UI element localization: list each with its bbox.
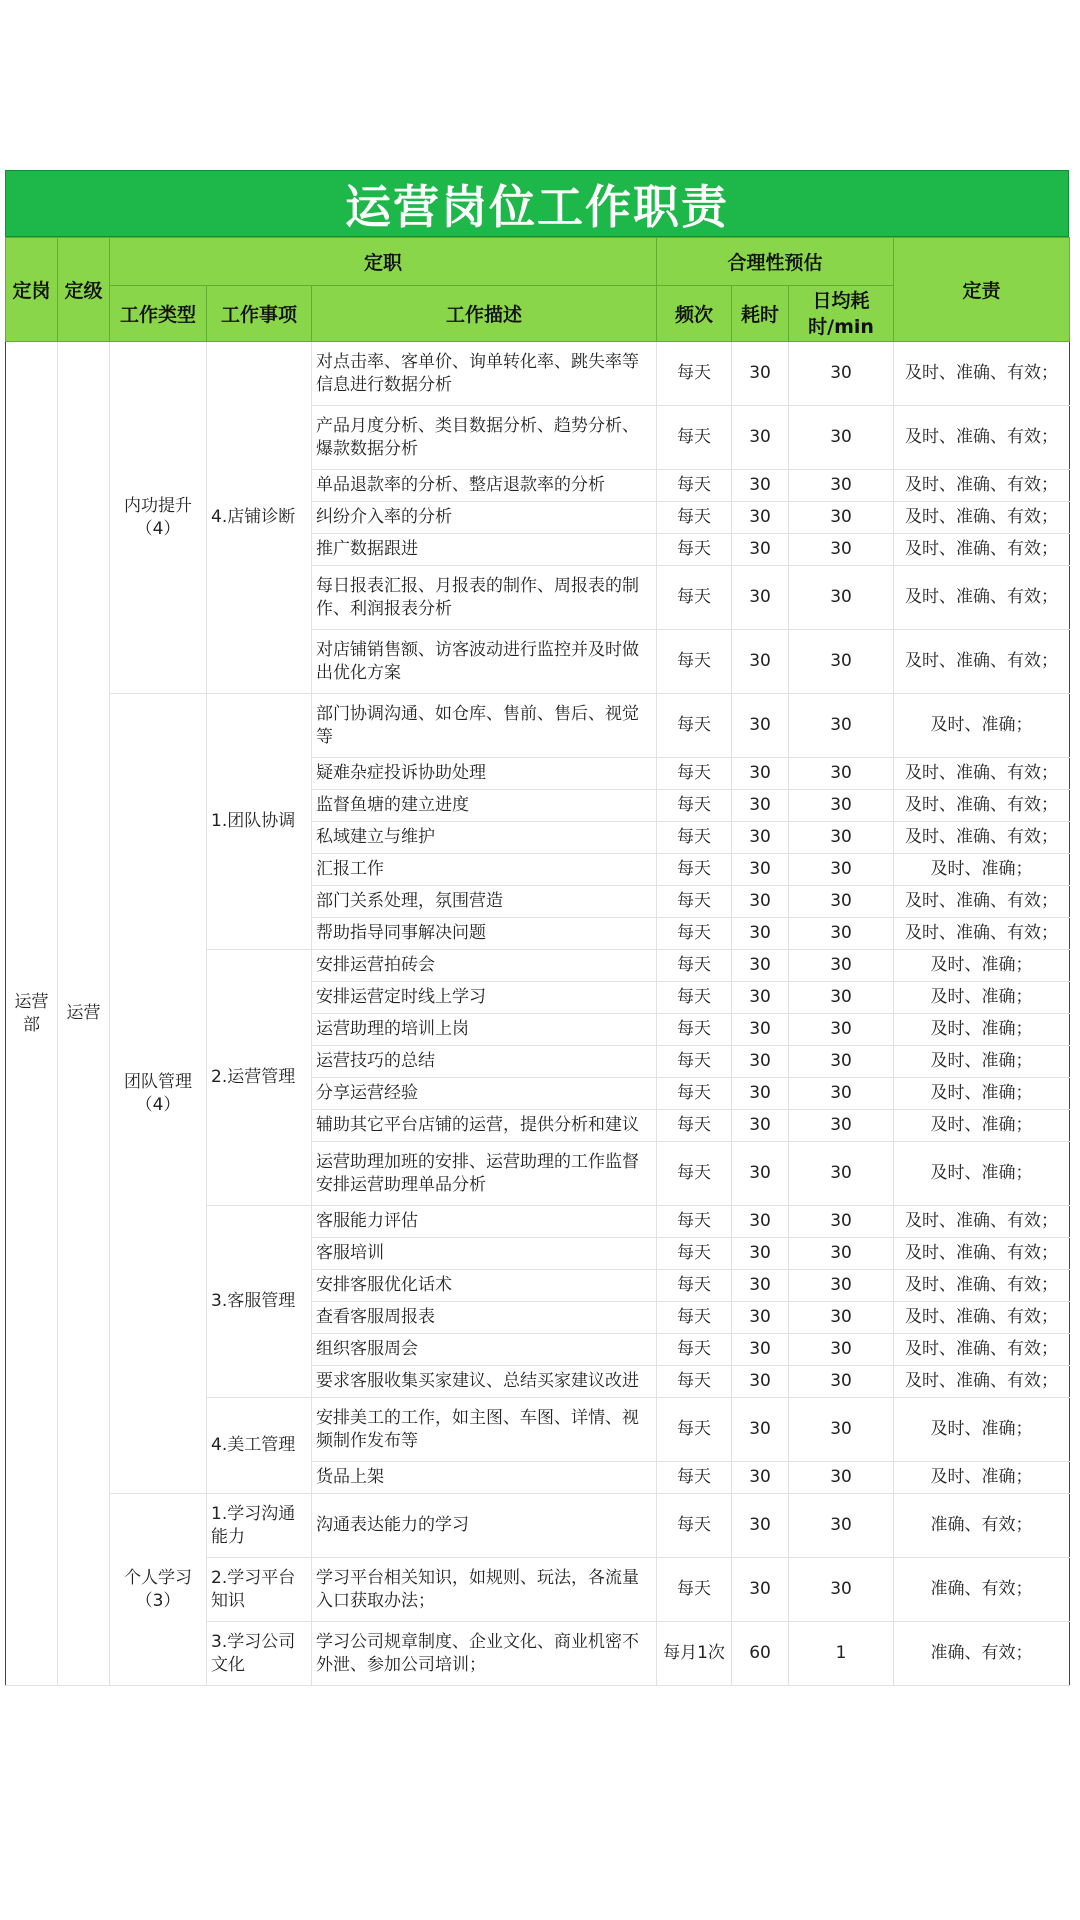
frequency-cell: 每天 <box>657 1110 732 1142</box>
daily-cost-cell: 30 <box>789 1046 894 1078</box>
work-desc-cell: 辅助其它平台店铺的运营，提供分析和建议 <box>312 1110 657 1142</box>
responsibility-cell: 及时、准确、有效； <box>894 406 1070 470</box>
daily-cost-cell: 30 <box>789 342 894 406</box>
responsibility-cell: 及时、准确； <box>894 1014 1070 1046</box>
daily-cost-cell: 30 <box>789 1142 894 1206</box>
time-cost-cell: 30 <box>732 502 789 534</box>
work-item-cell: 1.团队协调 <box>207 694 312 950</box>
work-desc-cell: 私域建立与维护 <box>312 822 657 854</box>
responsibility-cell: 及时、准确； <box>894 694 1070 758</box>
responsibility-cell: 及时、准确、有效； <box>894 790 1070 822</box>
responsibility-cell: 及时、准确； <box>894 1462 1070 1494</box>
daily-cost-cell: 30 <box>789 1334 894 1366</box>
time-cost-cell: 30 <box>732 694 789 758</box>
frequency-cell: 每天 <box>657 502 732 534</box>
responsibility-cell: 准确、有效； <box>894 1622 1070 1686</box>
time-cost-cell: 30 <box>732 918 789 950</box>
work-desc-cell: 每日报表汇报、月报表的制作、周报表的制作、利润报表分析 <box>312 566 657 630</box>
frequency-cell: 每天 <box>657 1142 732 1206</box>
frequency-cell: 每天 <box>657 982 732 1014</box>
time-cost-cell: 60 <box>732 1622 789 1686</box>
responsibility-cell: 及时、准确、有效； <box>894 502 1070 534</box>
table-body <box>6 342 1070 1686</box>
responsibility-cell: 及时、准确、有效； <box>894 470 1070 502</box>
work-desc-cell: 沟通表达能力的学习 <box>312 1494 657 1558</box>
frequency-cell: 每天 <box>657 406 732 470</box>
responsibility-cell: 及时、准确、有效； <box>894 630 1070 694</box>
work-desc-cell: 学习公司规章制度、企业文化、商业机密不外泄、参加公司培训； <box>312 1622 657 1686</box>
work-desc-cell: 疑难杂症投诉协助处理 <box>312 758 657 790</box>
work-desc-cell: 纠纷介入率的分析 <box>312 502 657 534</box>
time-cost-cell: 30 <box>732 982 789 1014</box>
frequency-cell: 每天 <box>657 822 732 854</box>
frequency-cell: 每天 <box>657 694 732 758</box>
responsibility-cell: 及时、准确、有效； <box>894 758 1070 790</box>
work-desc-cell: 查看客服周报表 <box>312 1302 657 1334</box>
time-cost-cell: 30 <box>732 1558 789 1622</box>
header-work-type: 工作类型 <box>110 286 207 342</box>
time-cost-cell: 30 <box>732 1366 789 1398</box>
work-desc-cell: 产品月度分析、类目数据分析、趋势分析、爆款数据分析 <box>312 406 657 470</box>
daily-cost-cell: 30 <box>789 1462 894 1494</box>
daily-cost-cell: 30 <box>789 758 894 790</box>
level-cell: 运营 <box>58 342 110 1686</box>
time-cost-cell: 30 <box>732 1238 789 1270</box>
frequency-cell: 每天 <box>657 1014 732 1046</box>
daily-cost-cell: 30 <box>789 406 894 470</box>
work-desc-cell: 运营助理加班的安排、运营助理的工作监督安排运营助理单品分析 <box>312 1142 657 1206</box>
daily-cost-cell: 30 <box>789 1366 894 1398</box>
time-cost-cell: 30 <box>732 1078 789 1110</box>
daily-cost-cell: 30 <box>789 1206 894 1238</box>
header-time-cost: 耗时 <box>732 286 789 342</box>
work-item-cell: 1.学习沟通能力 <box>207 1494 312 1558</box>
time-cost-cell: 30 <box>732 342 789 406</box>
frequency-cell: 每天 <box>657 886 732 918</box>
responsibility-cell: 及时、准确、有效； <box>894 1270 1070 1302</box>
time-cost-cell: 30 <box>732 1494 789 1558</box>
frequency-cell: 每天 <box>657 566 732 630</box>
frequency-cell: 每天 <box>657 630 732 694</box>
table-row <box>6 694 1070 758</box>
frequency-cell: 每天 <box>657 854 732 886</box>
duty-sheet <box>5 170 1069 1686</box>
header-work-item: 工作事项 <box>207 286 312 342</box>
responsibility-cell: 及时、准确、有效； <box>894 1366 1070 1398</box>
daily-cost-cell: 30 <box>789 1014 894 1046</box>
time-cost-cell: 30 <box>732 1014 789 1046</box>
daily-cost-cell: 30 <box>789 886 894 918</box>
responsibility-cell: 及时、准确、有效； <box>894 1334 1070 1366</box>
responsibility-cell: 及时、准确、有效； <box>894 534 1070 566</box>
sheet-title: 运营岗位工作职责 <box>345 179 729 234</box>
work-desc-cell: 对点击率、客单价、询单转化率、跳失率等信息进行数据分析 <box>312 342 657 406</box>
work-desc-cell: 安排美工的工作，如主图、车图、详情、视频制作发布等 <box>312 1398 657 1462</box>
frequency-cell: 每天 <box>657 1206 732 1238</box>
responsibility-cell: 及时、准确、有效； <box>894 1302 1070 1334</box>
frequency-cell: 每天 <box>657 1238 732 1270</box>
daily-cost-cell: 30 <box>789 1078 894 1110</box>
time-cost-cell: 30 <box>732 1206 789 1238</box>
time-cost-cell: 30 <box>732 1302 789 1334</box>
frequency-cell: 每天 <box>657 1462 732 1494</box>
work-item-cell: 3.客服管理 <box>207 1206 312 1398</box>
header-post: 定岗 <box>6 238 58 342</box>
responsibility-cell: 及时、准确； <box>894 1142 1070 1206</box>
responsibility-cell: 及时、准确； <box>894 1046 1070 1078</box>
work-type-cell: 个人学习 （3） <box>110 1494 207 1686</box>
frequency-cell: 每月1次 <box>657 1622 732 1686</box>
post-cell: 运营部 <box>6 342 58 1686</box>
duty-table <box>5 237 1070 1686</box>
responsibility-cell: 及时、准确、有效； <box>894 1238 1070 1270</box>
frequency-cell: 每天 <box>657 1558 732 1622</box>
work-item-cell: 2.学习平台知识 <box>207 1558 312 1622</box>
work-type-cell: 内功提升 （4） <box>110 342 207 694</box>
work-desc-cell: 推广数据跟进 <box>312 534 657 566</box>
daily-cost-cell: 30 <box>789 790 894 822</box>
time-cost-cell: 30 <box>732 1046 789 1078</box>
work-desc-cell: 部门关系处理，氛围营造 <box>312 886 657 918</box>
daily-cost-cell: 30 <box>789 918 894 950</box>
responsibility-cell: 及时、准确； <box>894 854 1070 886</box>
responsibility-cell: 准确、有效； <box>894 1494 1070 1558</box>
time-cost-cell: 30 <box>732 630 789 694</box>
frequency-cell: 每天 <box>657 1270 732 1302</box>
responsibility-cell: 及时、准确； <box>894 1110 1070 1142</box>
time-cost-cell: 30 <box>732 406 789 470</box>
time-cost-cell: 30 <box>732 854 789 886</box>
frequency-cell: 每天 <box>657 342 732 406</box>
daily-cost-cell: 30 <box>789 1110 894 1142</box>
time-cost-cell: 30 <box>732 1270 789 1302</box>
frequency-cell: 每天 <box>657 534 732 566</box>
work-desc-cell: 分享运营经验 <box>312 1078 657 1110</box>
work-desc-cell: 组织客服周会 <box>312 1334 657 1366</box>
responsibility-cell: 及时、准确； <box>894 1078 1070 1110</box>
responsibility-cell: 准确、有效； <box>894 1558 1070 1622</box>
header-responsibility: 定责 <box>894 238 1070 342</box>
title-bar <box>5 170 1069 237</box>
work-desc-cell: 运营技巧的总结 <box>312 1046 657 1078</box>
responsibility-cell: 及时、准确、有效； <box>894 566 1070 630</box>
work-desc-cell: 安排客服优化话术 <box>312 1270 657 1302</box>
time-cost-cell: 30 <box>732 950 789 982</box>
frequency-cell: 每天 <box>657 1366 732 1398</box>
daily-cost-cell: 30 <box>789 982 894 1014</box>
work-desc-cell: 客服能力评估 <box>312 1206 657 1238</box>
frequency-cell: 每天 <box>657 1078 732 1110</box>
table-row <box>6 1494 1070 1558</box>
work-desc-cell: 汇报工作 <box>312 854 657 886</box>
responsibility-cell: 及时、准确、有效； <box>894 822 1070 854</box>
daily-cost-cell: 1 <box>789 1622 894 1686</box>
work-desc-cell: 货品上架 <box>312 1462 657 1494</box>
frequency-cell: 每天 <box>657 470 732 502</box>
header-level: 定级 <box>58 238 110 342</box>
frequency-cell: 每天 <box>657 1494 732 1558</box>
work-item-cell: 4.店铺诊断 <box>207 342 312 694</box>
time-cost-cell: 30 <box>732 758 789 790</box>
responsibility-cell: 及时、准确、有效； <box>894 1206 1070 1238</box>
daily-cost-cell: 30 <box>789 1270 894 1302</box>
work-item-cell: 2.运营管理 <box>207 950 312 1206</box>
daily-cost-cell: 30 <box>789 630 894 694</box>
header-work-desc: 工作描述 <box>312 286 657 342</box>
frequency-cell: 每天 <box>657 1302 732 1334</box>
work-type-cell: 团队管理 （4） <box>110 694 207 1494</box>
work-desc-cell: 部门协调沟通、如仓库、售前、售后、视觉等 <box>312 694 657 758</box>
work-desc-cell: 单品退款率的分析、整店退款率的分析 <box>312 470 657 502</box>
frequency-cell: 每天 <box>657 790 732 822</box>
daily-cost-cell: 30 <box>789 534 894 566</box>
time-cost-cell: 30 <box>732 1142 789 1206</box>
time-cost-cell: 30 <box>732 886 789 918</box>
responsibility-cell: 及时、准确、有效； <box>894 342 1070 406</box>
daily-cost-cell: 30 <box>789 470 894 502</box>
daily-cost-cell: 30 <box>789 502 894 534</box>
frequency-cell: 每天 <box>657 918 732 950</box>
time-cost-cell: 30 <box>732 534 789 566</box>
responsibility-cell: 及时、准确； <box>894 1398 1070 1462</box>
daily-cost-cell: 30 <box>789 1558 894 1622</box>
time-cost-cell: 30 <box>732 1398 789 1462</box>
daily-cost-cell: 30 <box>789 694 894 758</box>
daily-cost-cell: 30 <box>789 1398 894 1462</box>
daily-cost-cell: 30 <box>789 1238 894 1270</box>
header-estimate-group: 合理性预估 <box>657 238 894 286</box>
header-daily-cost: 日均耗时/min <box>789 286 894 342</box>
responsibility-cell: 及时、准确； <box>894 982 1070 1014</box>
work-item-cell: 4.美工管理 <box>207 1398 312 1494</box>
time-cost-cell: 30 <box>732 470 789 502</box>
table-row <box>6 342 1070 406</box>
frequency-cell: 每天 <box>657 1334 732 1366</box>
work-desc-cell: 要求客服收集买家建议、总结买家建议改进 <box>312 1366 657 1398</box>
work-desc-cell: 运营助理的培训上岗 <box>312 1014 657 1046</box>
daily-cost-cell: 30 <box>789 950 894 982</box>
work-desc-cell: 安排运营拍砖会 <box>312 950 657 982</box>
frequency-cell: 每天 <box>657 950 732 982</box>
frequency-cell: 每天 <box>657 1046 732 1078</box>
responsibility-cell: 及时、准确； <box>894 950 1070 982</box>
responsibility-cell: 及时、准确、有效； <box>894 918 1070 950</box>
header-duty-group: 定职 <box>110 238 657 286</box>
time-cost-cell: 30 <box>732 790 789 822</box>
work-desc-cell: 安排运营定时线上学习 <box>312 982 657 1014</box>
responsibility-cell: 及时、准确、有效； <box>894 886 1070 918</box>
work-desc-cell: 对店铺销售额、访客波动进行监控并及时做出优化方案 <box>312 630 657 694</box>
time-cost-cell: 30 <box>732 566 789 630</box>
work-desc-cell: 监督鱼塘的建立进度 <box>312 790 657 822</box>
time-cost-cell: 30 <box>732 1462 789 1494</box>
work-desc-cell: 客服培训 <box>312 1238 657 1270</box>
frequency-cell: 每天 <box>657 758 732 790</box>
daily-cost-cell: 30 <box>789 854 894 886</box>
header-frequency: 频次 <box>657 286 732 342</box>
daily-cost-cell: 30 <box>789 822 894 854</box>
daily-cost-cell: 30 <box>789 1494 894 1558</box>
frequency-cell: 每天 <box>657 1398 732 1462</box>
daily-cost-cell: 30 <box>789 566 894 630</box>
work-desc-cell: 帮助指导同事解决问题 <box>312 918 657 950</box>
work-item-cell: 3.学习公司文化 <box>207 1622 312 1686</box>
daily-cost-cell: 30 <box>789 1302 894 1334</box>
time-cost-cell: 30 <box>732 1110 789 1142</box>
time-cost-cell: 30 <box>732 822 789 854</box>
work-desc-cell: 学习平台相关知识，如规则、玩法，各流量入口获取办法； <box>312 1558 657 1622</box>
time-cost-cell: 30 <box>732 1334 789 1366</box>
